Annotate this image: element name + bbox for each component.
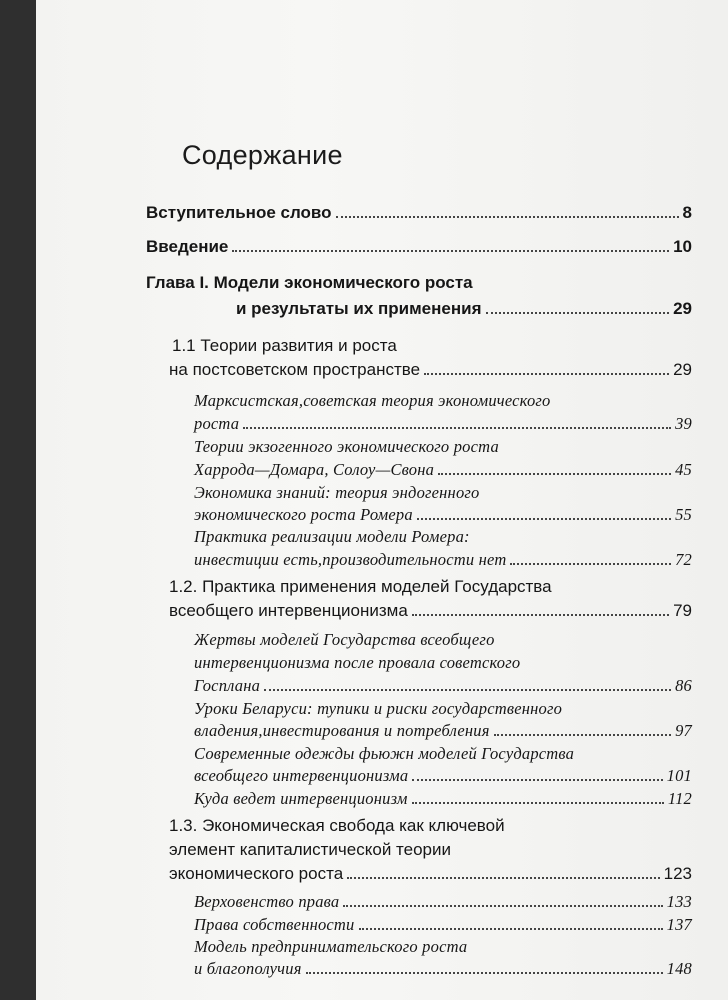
toc-entry-sub-1-2-c[interactable] — [194, 766, 692, 786]
page-number: 72 — [675, 550, 692, 569]
dot-leader — [343, 905, 662, 907]
dot-leader — [494, 734, 671, 736]
toc-sub-1-2-c-line1[interactable]: Современные одежды фьюжн моделей Государства — [194, 744, 575, 763]
page-number: 8 — [682, 203, 692, 222]
dot-leader — [264, 689, 671, 691]
toc-entry-title: Введение — [146, 237, 229, 256]
toc-entry-title: экономического роста Ромера — [194, 505, 413, 524]
toc-section-1-3-line2[interactable]: элемент капиталистической теории — [169, 840, 451, 859]
toc-entry-title: владения,инвестирования и потребления — [194, 721, 490, 740]
toc-entry-sub-1-1-b[interactable] — [194, 460, 692, 480]
page-number: 55 — [675, 505, 692, 524]
toc-sub-1-1-c-line1[interactable]: Экономика знаний: теория эндогенного — [194, 483, 480, 502]
dot-leader — [486, 312, 670, 314]
dot-leader — [347, 877, 659, 879]
page-number: 29 — [673, 299, 692, 318]
toc-entry-title: Госплана — [194, 676, 261, 695]
toc-entry-sub-1-3-a[interactable] — [194, 892, 692, 912]
toc-entry-section-1-1[interactable] — [169, 360, 692, 380]
toc-entry-title: всеобщего интервенционизма — [194, 766, 409, 785]
toc-entry-title: на постсоветском пространстве — [169, 360, 421, 379]
toc-entry-chapter-1[interactable] — [236, 299, 692, 319]
dot-leader — [424, 373, 669, 375]
toc-entry-sub-1-3-c[interactable] — [194, 959, 692, 979]
page-number: 101 — [666, 766, 692, 785]
page-number: 86 — [675, 676, 692, 695]
toc-entry-sub-1-2-a[interactable] — [194, 676, 692, 696]
toc-chapter-1-line1[interactable]: Глава I. Модели экономического роста — [146, 273, 473, 292]
toc-entry-section-1-2[interactable] — [169, 601, 692, 621]
page-number: 10 — [673, 237, 692, 256]
dot-leader — [412, 802, 664, 804]
page-number: 137 — [666, 915, 692, 934]
toc-entry-section-1-3[interactable] — [169, 864, 692, 884]
dot-leader — [359, 928, 663, 930]
toc-entry-sub-1-1-d[interactable] — [194, 550, 692, 570]
toc-sub-1-1-b-line1[interactable]: Теории экзогенного экономического роста — [194, 437, 499, 456]
page-number: 45 — [675, 460, 692, 479]
toc-entry-title: Права собственности — [194, 915, 355, 934]
toc-sub-1-2-a-line2[interactable]: интервенционизма после провала советского — [194, 653, 521, 672]
page-title: Содержание — [182, 140, 343, 170]
toc-entry-title: инвестиции есть,производительности нет — [194, 550, 507, 569]
dot-leader — [417, 518, 671, 520]
toc-section-1-1-line1[interactable]: 1.1 Теории развития и роста — [172, 336, 397, 355]
toc-entry-sub-1-1-a[interactable] — [194, 414, 692, 434]
toc-entry-title: экономического роста — [169, 864, 344, 883]
page-number: 133 — [666, 892, 692, 911]
toc-entry-sub-1-2-d[interactable] — [194, 789, 692, 809]
toc-entry-title: роста — [194, 414, 240, 433]
toc-entry-sub-1-1-c[interactable] — [194, 505, 692, 525]
dot-leader — [438, 473, 671, 475]
dot-leader — [243, 427, 671, 429]
page-number: 148 — [666, 959, 692, 978]
dot-leader — [336, 216, 679, 218]
toc-sub-1-1-a-line1[interactable]: Марксистская,советская теория экономического — [194, 391, 551, 410]
page-number: 39 — [675, 414, 692, 433]
toc-entry-title: Куда ведет интервенционизм — [194, 789, 408, 808]
toc-sub-1-2-a-line1[interactable]: Жертвы моделей Государства всеобщего — [194, 630, 495, 649]
toc-entry-sub-1-3-b[interactable] — [194, 915, 692, 935]
toc-sub-1-2-b-line1[interactable]: Уроки Беларуси: тупики и риски государственного — [194, 699, 563, 718]
toc-entry-introduction[interactable] — [146, 237, 692, 257]
page-number: 123 — [663, 864, 692, 883]
dot-leader — [412, 779, 662, 781]
toc-entry-title: Вступительное слово — [146, 203, 332, 222]
toc-entry-title: и результаты их применения — [236, 299, 482, 318]
toc-sub-1-3-c-line1[interactable]: Модель предпринимательского роста — [194, 937, 468, 956]
page-number: 112 — [667, 789, 692, 808]
page-number: 29 — [673, 360, 692, 379]
dot-leader — [306, 972, 663, 974]
dot-leader — [412, 614, 669, 616]
dot-leader — [232, 250, 669, 252]
toc-sub-1-1-d-line1[interactable]: Практика реализации модели Ромера: — [194, 527, 470, 546]
toc-entry-intro-word[interactable] — [146, 203, 692, 223]
toc-entry-title: Верховенство права — [194, 892, 340, 911]
toc-entry-title: всеобщего интервенционизма — [169, 601, 408, 620]
toc-entry-sub-1-2-b[interactable] — [194, 721, 692, 741]
toc-entry-title: и благополучия — [194, 959, 302, 978]
page-number: 97 — [675, 721, 692, 740]
page-number: 79 — [673, 601, 692, 620]
toc-section-1-3-line1[interactable]: 1.3. Экономическая свобода как ключевой — [169, 816, 505, 835]
dot-leader — [510, 563, 671, 565]
toc-entry-title: Харрода—Домара, Солоу—Свона — [194, 460, 435, 479]
book-page — [36, 0, 728, 1000]
toc-section-1-2-line1[interactable]: 1.2. Практика применения моделей Государства — [169, 577, 552, 596]
